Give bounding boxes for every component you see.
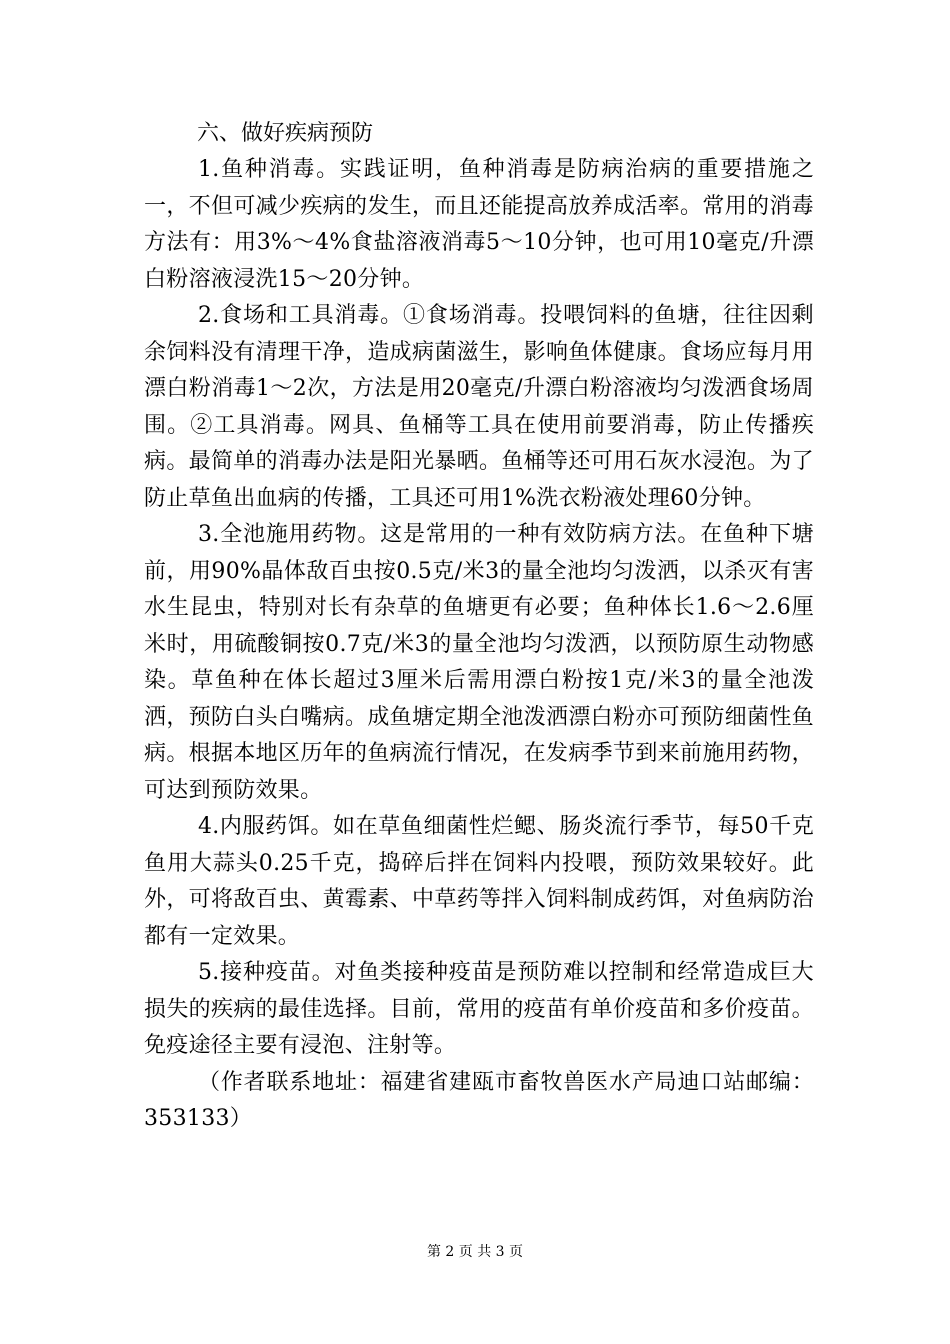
paragraph-vaccination: 5.接种疫苗。对鱼类接种疫苗是预防难以控制和经常造成巨大损失的疾病的最佳选择。目前，常用的疫苗有单价疫苗和多价疫苗。免疫途径主要有浸泡、注射等。 [144, 960, 814, 1058]
paragraph-pond-medication: 3.全池施用药物。这是常用的一种有效防病方法。在鱼种下塘前，用90%晶体敌百虫按0.5克/米3的量全池均匀泼洒，以杀灭有害水生昆虫，特别对长有杂草的鱼塘更有必要；鱼种体长1.6～2.6厘米时，用硫酸铜按0.7克/米3的量全池均匀泼洒，以预防原生动物感染。草鱼种在体长超过3厘米后需用漂白粉按1克/米3的量全池泼洒，预防白头白嘴病。成鱼塘定期全池泼洒漂白粉亦可预防细菌性鱼病。根据本地区历年的鱼病流行情况，在发病季节到来前施用药物，可达到预防效果。 [144, 522, 814, 803]
paragraph-fry-disinfection: 1.鱼种消毒。实践证明，鱼种消毒是防病治病的重要措施之一，不但可减少疾病的发生，而且还能提高放养成活率。常用的消毒方法有：用3%～4%食盐溶液消毒5～10分钟，也可用10毫克/升漂白粉溶液浸洗15～20分钟。 [144, 157, 814, 292]
paragraph-feeding-site-tools: 2.食场和工具消毒。①食场消毒。投喂饲料的鱼塘，往往因剩余饲料没有清理干净，造成病菌滋生，影响鱼体健康。食场应每月用漂白粉消毒1～2次，方法是用20毫克/升漂白粉溶液均匀泼洒食场周围。②工具消毒。网具、鱼桶等工具在使用前要消毒，防止传播疾病。最简单的消毒办法是阳光暴晒。鱼桶等还可用石灰水浸泡。为了防止草鱼出血病的传播，工具还可用1%洗衣粉液处理60分钟。 [144, 303, 814, 511]
document-body [144, 116, 814, 1138]
author-contact: （作者联系地址：福建省建瓯市畜牧兽医水产局迪口站邮编：353133） [144, 1069, 814, 1131]
page-number: 第 2 页 共 3 页 [426, 1244, 524, 1260]
paragraph-oral-medicated-bait: 4.内服药饵。如在草鱼细菌性烂鳃、肠炎流行季节，每50千克鱼用大蒜头0.25千克，捣碎后拌在饲料内投喂，预防效果较好。此外，可将敌百虫、黄霉素、中草药等拌入饲料制成药饵，对鱼病防治都有一定效果。 [144, 814, 814, 949]
section-heading: 六、做好疾病预防 [197, 121, 374, 146]
